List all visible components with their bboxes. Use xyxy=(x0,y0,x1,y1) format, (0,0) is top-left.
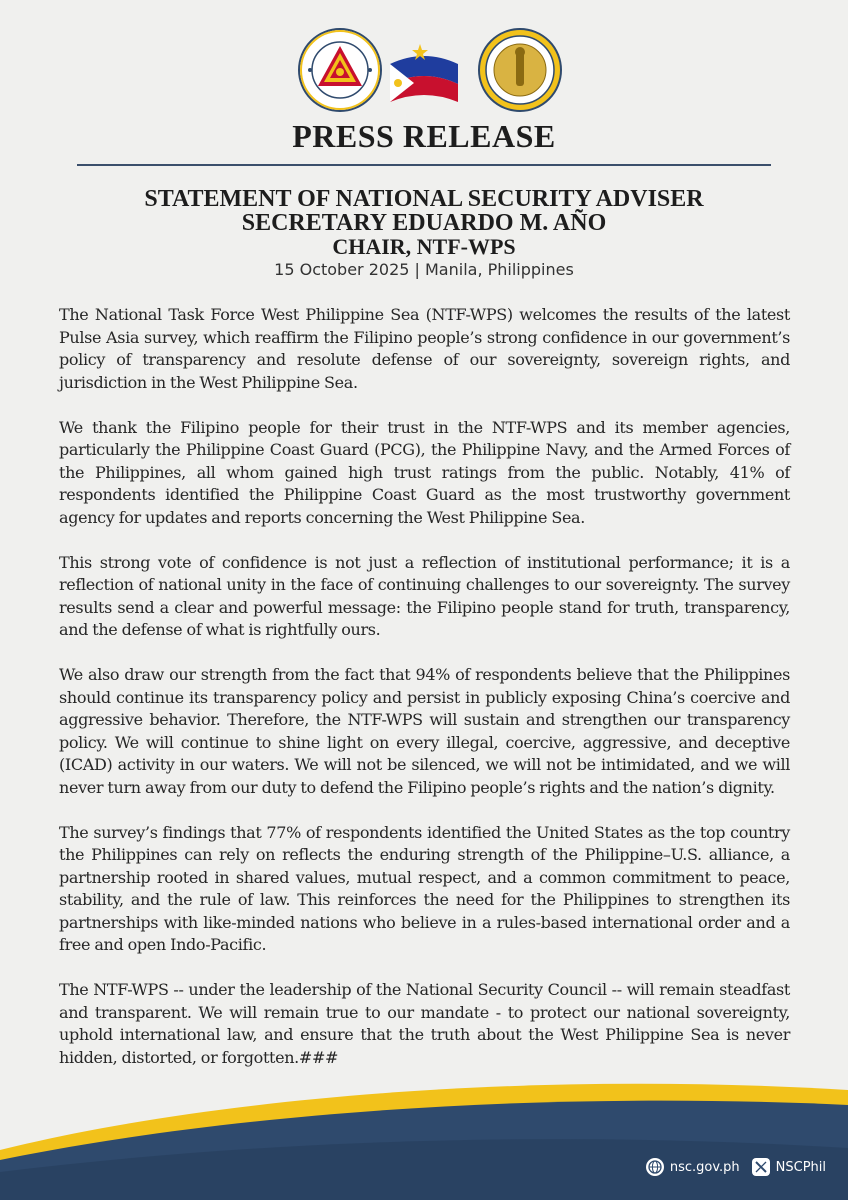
statement-title-line-1: STATEMENT OF NATIONAL SECURITY ADVISER xyxy=(144,186,704,212)
footer-wave-decoration xyxy=(0,1060,848,1200)
statement-title-line-2: SECRETARY EDUARDO M. AÑO xyxy=(241,210,607,236)
globe-icon xyxy=(646,1158,664,1176)
body-paragraph-5: The survey’s findings that 77% of respondents identified the United States as the top country the Philippines can rely on reflects the enduring strength of the Philippine–U.S. alliance, a partnership rooted in shared values, mutual respect, and a common commitment to peace, stability, and the rule of law. This reinforces the need for the Philippines to strengthen its partnerships with like-minded nations who believe in a rules-based international order and a free and open Indo-Pacific. xyxy=(59,822,790,954)
x-icon xyxy=(752,1158,770,1176)
body-paragraph-4: We also draw our strength from the fact that 94% of respondents believe that the Philippines should continue its transparency policy and persist in publicly exposing China’s coercive and aggressive behavior. Therefore, the NTF-WPS will sustain and strengthen our transparency policy. We will continue to shine light on every illegal, coercive, aggressive, and deceptive (ICAD) activity in our waters. We will not be silenced, we will not be intimidated, and we will never turn away from our duty to defend the Filipino people’s rights and the nation’s dignity. xyxy=(59,665,790,797)
body-paragraph-6: The NTF-WPS -- under the leadership of the National Security Council -- will remain steadfast and transparent. We will remain true to our mandate - to protect our national sovereignty, uphold international law, and ensure that the truth about the West Philippine Sea is never hidden, distorted, or forgotten.### xyxy=(59,980,790,1067)
ntf-wps-seal xyxy=(478,28,562,112)
website-link[interactable] xyxy=(646,1158,740,1176)
page-title: PRESS RELEASE xyxy=(292,118,556,154)
social-label: NSCPhil xyxy=(775,1159,826,1175)
statement-title-line-3: CHAIR, NTF-WPS xyxy=(332,234,516,259)
body-paragraph-3: This strong vote of confidence is not just a reflection of institutional performance; it is a reflection of national unity in the face of continuing challenges to our sovereignty. The survey results send a clear and powerful message: the Filipino people stand for truth, transparency, and the defense of what is rightfully ours. xyxy=(59,552,790,639)
header-divider xyxy=(77,164,771,166)
header-logos xyxy=(0,28,848,113)
social-link[interactable] xyxy=(752,1158,826,1176)
dateline: 15 October 2025 | Manila, Philippines xyxy=(274,260,574,279)
footer-links xyxy=(646,1158,826,1176)
body-paragraph-2: We thank the Filipino people for their trust in the NTF-WPS and its member agencies, particularly the Philippine Coast Guard (PCG), the Philippine Navy, and the Armed Forces of the Philippines, all whom gained high trust ratings from the public. Notably, 41% of respondents identified the Philippine Coast Guard as the most trustworthy government agency for updates and reports concerning the West Philippine Sea. xyxy=(59,417,790,527)
national-security-council-seal xyxy=(298,28,382,112)
body-paragraph-1: The National Task Force West Philippine Sea (NTF-WPS) welcomes the results of the latest Pulse Asia survey, which reaffirm the Filipino people’s strong confidence in our government’s policy of transparency and resolute defense of our sovereignty, sovereign rights, and jurisdiction in the West Philippine Sea. xyxy=(59,305,790,392)
philippine-flag-emblem xyxy=(384,42,464,110)
press-release-body xyxy=(59,304,790,1092)
website-label: nsc.gov.ph xyxy=(669,1159,740,1175)
